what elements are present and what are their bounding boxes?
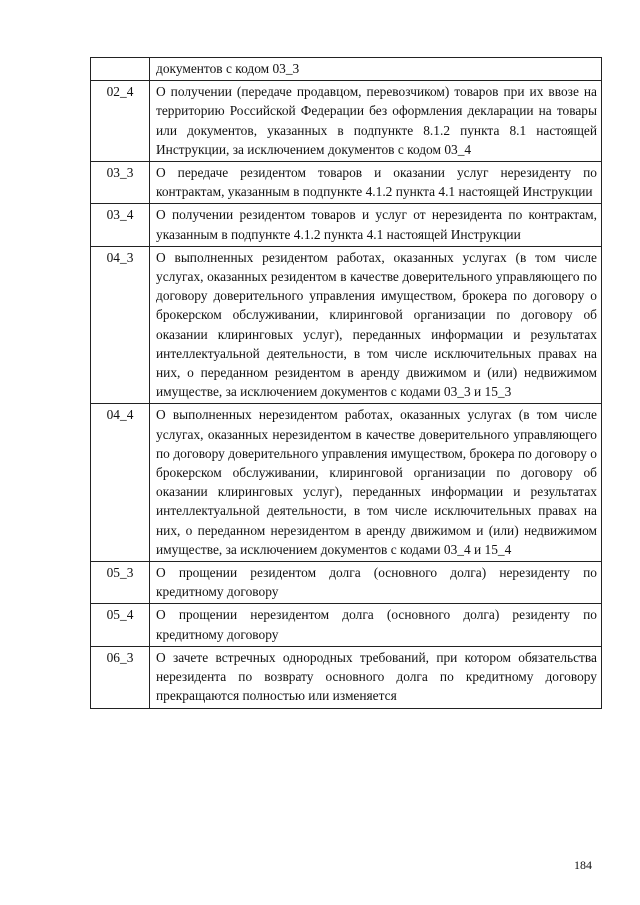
description-text: О выполненных резидентом работах, оказанных услугах (в том числе услугах, оказанных резидентом в качестве доверительного управляющего по договору доверительного управления имуществом, брокера по договору о брокерском обслуживании, клиринговой организации по договору об оказании клиринговых услуг), переданных информации и результатах интеллектуальной деятельности, в том числе исключительных правах на них, о переданном резидентом в аренду движимом и (или) недвижимом имуществе, за исключением документов с кодами 03_3 и 15_3	[156, 249, 597, 400]
code-cell: 04_3	[91, 246, 150, 404]
description-text: О получении (передаче продавцом, перевозчиком) товаров при их ввозе на территорию Российской Федерации без оформления декларации на товары или документов, указанных в подпункте 8.1.2 пункта 8.1 настоящей Инструкции, за исключением документов с кодом 03_4	[156, 84, 597, 157]
code-cell	[91, 58, 150, 81]
code-cell: 05_3	[91, 562, 150, 604]
description-text: О прощении резидентом долга (основного долга) нерезиденту по кредитному договору	[156, 565, 597, 600]
description-text: О зачете встречных однородных требований, при котором обязательства нерезидента по возврату основного долга по кредитному договору прекращаются полностью или изменяется	[156, 649, 597, 704]
table-row	[91, 646, 602, 708]
description-cell	[150, 404, 602, 562]
description-text: О выполненных нерезидентом работах, оказанных услугах (в том числе услугах, оказанных нерезидентом в качестве доверительного управляющего по договору доверительного управления имуществом, брокера по договору о брокерском обслуживании, клиринговой организации по договору об оказании клиринговых услуг), переданных информации и результатах интеллектуальной деятельности, в том числе исключительных правах на них, о переданном нерезидентом в аренду движимом и (или) недвижимом имуществе, за исключением документов с кодами 03_4 и 15_4	[156, 407, 597, 557]
description-cell	[150, 81, 602, 162]
code-cell: 04_4	[91, 404, 150, 562]
description-text: О получении резидентом товаров и услуг от нерезидента по контрактам, указанным в подпункте 4.1.2 пункта 4.1 настоящей Инструкции	[156, 207, 597, 242]
table-row	[91, 604, 602, 646]
table-row	[91, 246, 602, 404]
table-row	[91, 162, 602, 204]
description-cell	[150, 204, 602, 246]
code-cell: 03_4	[91, 204, 150, 246]
description-cell	[150, 58, 602, 81]
table-row	[91, 404, 602, 562]
description-cell	[150, 246, 602, 404]
table-row	[91, 58, 602, 81]
code-cell: 03_3	[91, 162, 150, 204]
description-cell	[150, 646, 602, 708]
code-table	[90, 57, 602, 709]
code-cell: 06_3	[91, 646, 150, 708]
description-cell	[150, 162, 602, 204]
description-cell	[150, 604, 602, 646]
description-text: документов с кодом 03_3	[156, 61, 300, 76]
table-row	[91, 81, 602, 162]
description-cell	[150, 562, 602, 604]
code-cell: 05_4	[91, 604, 150, 646]
table-row	[91, 562, 602, 604]
table-row	[91, 204, 602, 246]
description-text: О прощении нерезидентом долга (основного долга) резиденту по кредитному договору	[156, 607, 597, 642]
description-text: О передаче резидентом товаров и оказании услуг нерезиденту по контрактам, указанным в подпункте 4.1.2 пункта 4.1 настоящей Инструкции	[156, 165, 597, 200]
page-number: 184	[574, 858, 592, 872]
code-cell: 02_4	[91, 81, 150, 162]
